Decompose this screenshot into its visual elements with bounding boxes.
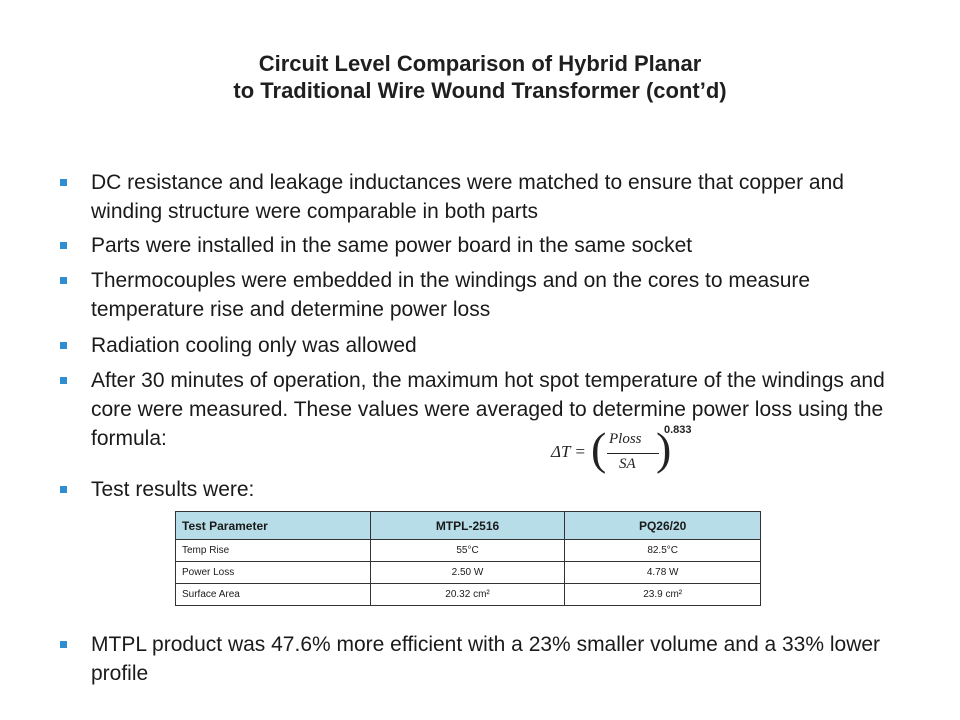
table-cell: 2.50 W	[370, 562, 565, 584]
formula-open-paren: (	[591, 423, 607, 474]
formula-close-paren: )	[656, 423, 672, 474]
bullet-text: DC resistance and leakage inductances were matched to ensure that copper and winding structure were comparable in both parts	[91, 171, 844, 223]
bullet-text: Thermocouples were embedded in the windings and on the cores to measure temperature rise and determine power loss	[91, 269, 811, 321]
bullet-square-icon	[60, 377, 67, 384]
table-header-cell: Test Parameter	[176, 512, 371, 540]
power-loss-formula	[551, 422, 692, 482]
bullet-item	[60, 630, 910, 688]
table-cell: 82.5°C	[565, 540, 761, 562]
title-line-1: Circuit Level Comparison of Hybrid Planar	[258, 51, 702, 76]
bullet-square-icon	[60, 342, 67, 349]
table-row	[176, 540, 761, 562]
bullet-text: After 30 minutes of operation, the maximum hot spot temperature of the windings and core were measured. These values were averaged to determine power loss using the formula:	[91, 369, 885, 450]
bullet-item	[60, 331, 920, 360]
table-cell: Surface Area	[176, 584, 371, 606]
table-header-cell: MTPL-2516	[370, 512, 565, 540]
bullet-item	[60, 168, 920, 226]
table-cell: 55°C	[370, 540, 565, 562]
bullet-square-icon	[60, 486, 67, 493]
table-cell: 23.9 cm²	[565, 584, 761, 606]
formula-denominator: SA	[619, 456, 636, 472]
title-line-2: to Traditional Wire Wound Transformer (cont’d)	[233, 78, 727, 103]
table-cell: Temp Rise	[176, 540, 371, 562]
table-cell: Power Loss	[176, 562, 371, 584]
table-header-row	[176, 512, 761, 540]
bullet-item	[60, 266, 920, 324]
formula-numerator: Ploss	[609, 431, 642, 447]
bullet-item	[60, 366, 890, 453]
bullet-text: MTPL product was 47.6% more efficient with a 23% smaller volume and a 33% lower profile	[91, 633, 881, 685]
formula-fraction-bar	[607, 453, 659, 454]
bullet-square-icon	[60, 179, 67, 186]
slide-title	[0, 50, 960, 104]
table-row	[176, 562, 761, 584]
test-results-table	[175, 511, 761, 606]
bullet-text: Test results were:	[91, 478, 255, 501]
table-row	[176, 584, 761, 606]
bullet-text: Radiation cooling only was allowed	[91, 334, 417, 357]
bullet-square-icon	[60, 242, 67, 249]
bullet-text: Parts were installed in the same power board in the same socket	[91, 234, 693, 257]
bullet-square-icon	[60, 277, 67, 284]
table-header-cell: PQ26/20	[565, 512, 761, 540]
table-cell: 20.32 cm²	[370, 584, 565, 606]
bullet-item	[60, 475, 920, 504]
bullet-square-icon	[60, 641, 67, 648]
bullet-item	[60, 231, 920, 260]
table-cell: 4.78 W	[565, 562, 761, 584]
formula-exponent: 0.833	[664, 424, 692, 436]
formula-lhs: ΔT =	[551, 442, 586, 461]
